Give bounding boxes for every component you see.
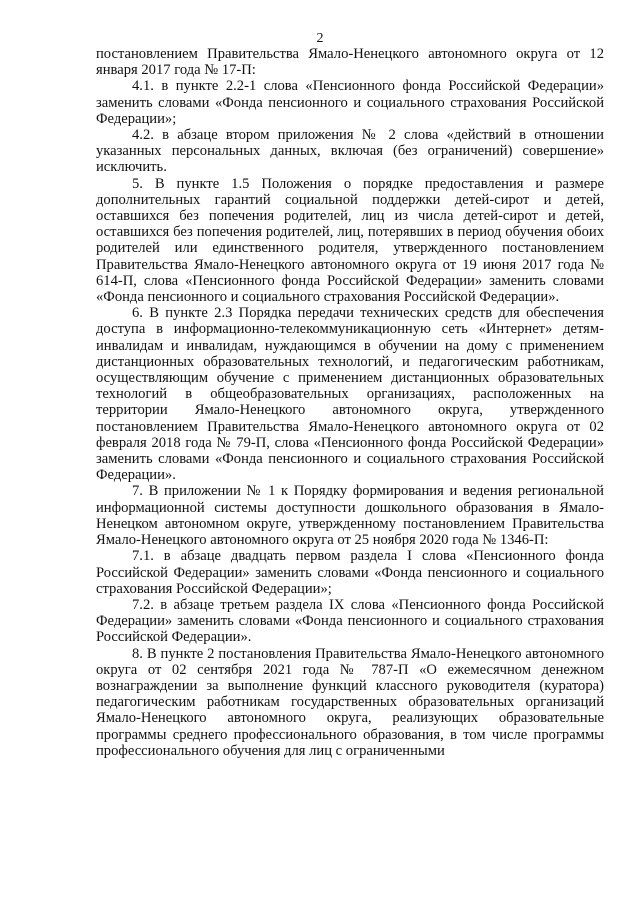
paragraph-7-2: 7.2. в абзаце третьем раздела IX слова «Пенсионного фонда Российской Федерации» заменить словами «Фонда пенсионного и социального страхования Российской Федерации». [96,596,604,646]
document-body [96,46,604,759]
paragraph-8: 8. В пункте 2 постановления Правительства Ямало-Ненецкого автономного округа от 02 сентября 2021 года № 787-П «О ежемесячном денежном вознаграждении за выполнение функций классного руководителя (куратора) педагогическим работникам государственных образовательных организаций Ямало-Ненецкого автономного округа, реализующих образовательные программы среднего профессионального образования, в том числе программы профессионального обучения для лиц с ограниченными [96,645,604,759]
paragraph-continuation: постановлением Правительства Ямало-Ненецкого автономного округа от 12 января 2017 года № 17-П: [96,46,604,79]
paragraph-7: 7. В приложении № 1 к Порядку формирования и ведения региональной информационной системы доступности дошкольного образования в Ямало-Ненецком автономном округе, утвержденному постановлением Правительства Ямало-Ненецкого автономного округа от 25 ноября 2020 года № 1346-П: [96,483,604,549]
paragraph-4-1: 4.1. в пункте 2.2-1 слова «Пенсионного фонда Российской Федерации» заменить словами «Фонда пенсионного и социального страхования Российской Федерации»; [96,78,604,127]
paragraph-6: 6. В пункте 2.3 Порядка передачи технических средств для обеспечения доступа в информационно-телекоммуникационную сеть «Интернет» детям-инвалидам и инвалидам, нуждающимся в обучении на дому с применением дистанционных образовательных технологий, и педагогическим работникам, осуществляющим обучение с применением дистанционных образовательных технологий в общеобразовательных организациях, расположенных на территории Ямало-Ненецкого автономного округа, утвержденного постановлением Правительства Ямало-Ненецкого автономного округа от 02 февраля 2018 года № 79-П, слова «Пенсионного фонда Российской Федерации» заменить словами «Фонда пенсионного и социального страхования Российской Федерации». [96,305,604,484]
page-number: 2 [316,31,324,46]
paragraph-7-1: 7.1. в абзаце двадцать первом раздела I слова «Пенсионного фонда Российской Федерации» заменить словами «Фонда пенсионного и социального страхования Российской Федерации»; [96,548,604,597]
paragraph-4-2: 4.2. в абзаце втором приложения № 2 слова «действий в отношении указанных персональных данных, включая (без ограничений) совершение» исключить. [96,127,604,176]
paragraph-5: 5. В пункте 1.5 Положения о порядке предоставления и размере дополнительных гарантий социальной поддержки детей-сирот и детей, оставшихся без попечения родителей, лиц из числа детей-сирот и детей, оставшихся без попечения родителей, лиц, потерявших в период обучения обоих родителей или единственного родителя, утвержденного постановлением Правительства Ямало-Ненецкого автономного округа от 19 июня 2017 года № 614-П, слова «Пенсионного фонда Российской Федерации» заменить словами «Фонда пенсионного и социального страхования Российской Федерации». [96,175,604,306]
